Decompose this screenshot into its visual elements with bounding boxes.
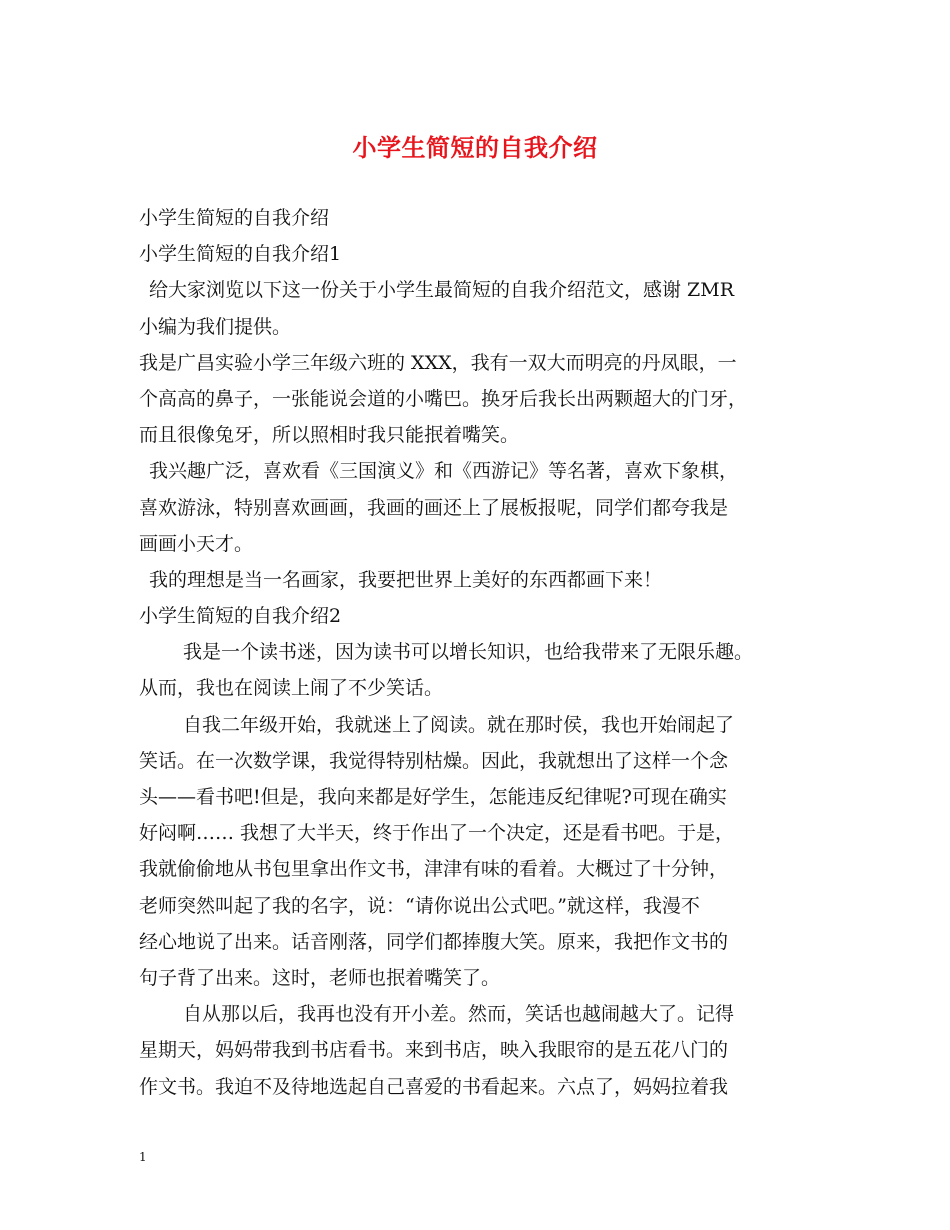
text-line: 小学生简短的自我介绍 [139, 207, 330, 229]
text-line: 小编为我们提供。 [139, 315, 292, 338]
text-line: 我的理想是当一名画家，我要把世界上美好的东西都画下来！ [149, 568, 663, 591]
text-line: 自我二年级开始，我就迷上了阅读。就在那时侯，我也开始闹起了 [183, 713, 735, 736]
text-line: 我就偷偷地从书包里拿出作文书，津津有味的看着。大概过了十分钟， [139, 858, 729, 881]
text-line: 而且很像兔牙，所以照相时我只能抿着嘴笑。 [139, 424, 520, 447]
text-line: 给大家浏览以下这一份关于小学生最简短的自我介绍范文，感谢 ZMR [149, 279, 735, 302]
text-line: 我兴趣广泛，喜欢看《三国演义》和《西游记》等名著，喜欢下象棋， [149, 460, 739, 483]
text-line: 星期天，妈妈带我到书店看书。来到书店，映入我眼帘的是五花八门的 [139, 1039, 729, 1062]
text-line: 画画小天才。 [139, 532, 254, 555]
text-line: 我是一个读书迷，因为读书可以增长知识，也给我带来了无限乐趣。 [183, 641, 754, 664]
text-line: 个高高的鼻子，一张能说会道的小嘴巴。换牙后我长出两颗超大的门牙， [139, 387, 748, 410]
text-line: 小学生简短的自我介绍2 [139, 605, 342, 628]
text-line: 小学生简短的自我介绍1 [139, 243, 342, 266]
text-line: 经心地说了出来。话音刚落，同学们都捧腹大笑。原来，我把作文书的 [139, 930, 729, 953]
text-line: 从而，我也在阅读上闹了不少笑话。 [139, 677, 444, 700]
text-line: 老师突然叫起了我的名字，说：“请你说出公式吧。”就这样，我漫不 [139, 894, 700, 917]
text-line: 笑话。在一次数学课，我觉得特别枯燥。因此，我就想出了这样一个念 [139, 749, 729, 772]
document-body [139, 200, 819, 1105]
text-line: 喜欢游泳，特别喜欢画画，我画的画还上了展板报呢，同学们都夸我是 [139, 496, 729, 519]
text-line: 作文书。我迫不及待地选起自己喜爱的书看起来。六点了，妈妈拉着我 [139, 1075, 729, 1098]
text-line: 头——看书吧!但是，我向来都是好学生，怎能违反纪律呢?可现在确实 [139, 786, 727, 808]
text-line: 好闷啊…… 我想了大半天，终于作出了一个决定，还是看书吧。于是， [139, 822, 735, 845]
text-line: 自从那以后，我再也没有开小差。然而，笑话也越闹越大了。记得 [183, 1003, 735, 1026]
document-title: 小学生简短的自我介绍 [352, 133, 598, 162]
text-line: 句子背了出来。这时，老师也抿着嘴笑了。 [139, 966, 501, 989]
page-number: 1 [139, 1150, 147, 1164]
text-line: 我是广昌实验小学三年级六班的 XXX，我有一双大而明亮的丹凤眼，一 [139, 351, 737, 374]
